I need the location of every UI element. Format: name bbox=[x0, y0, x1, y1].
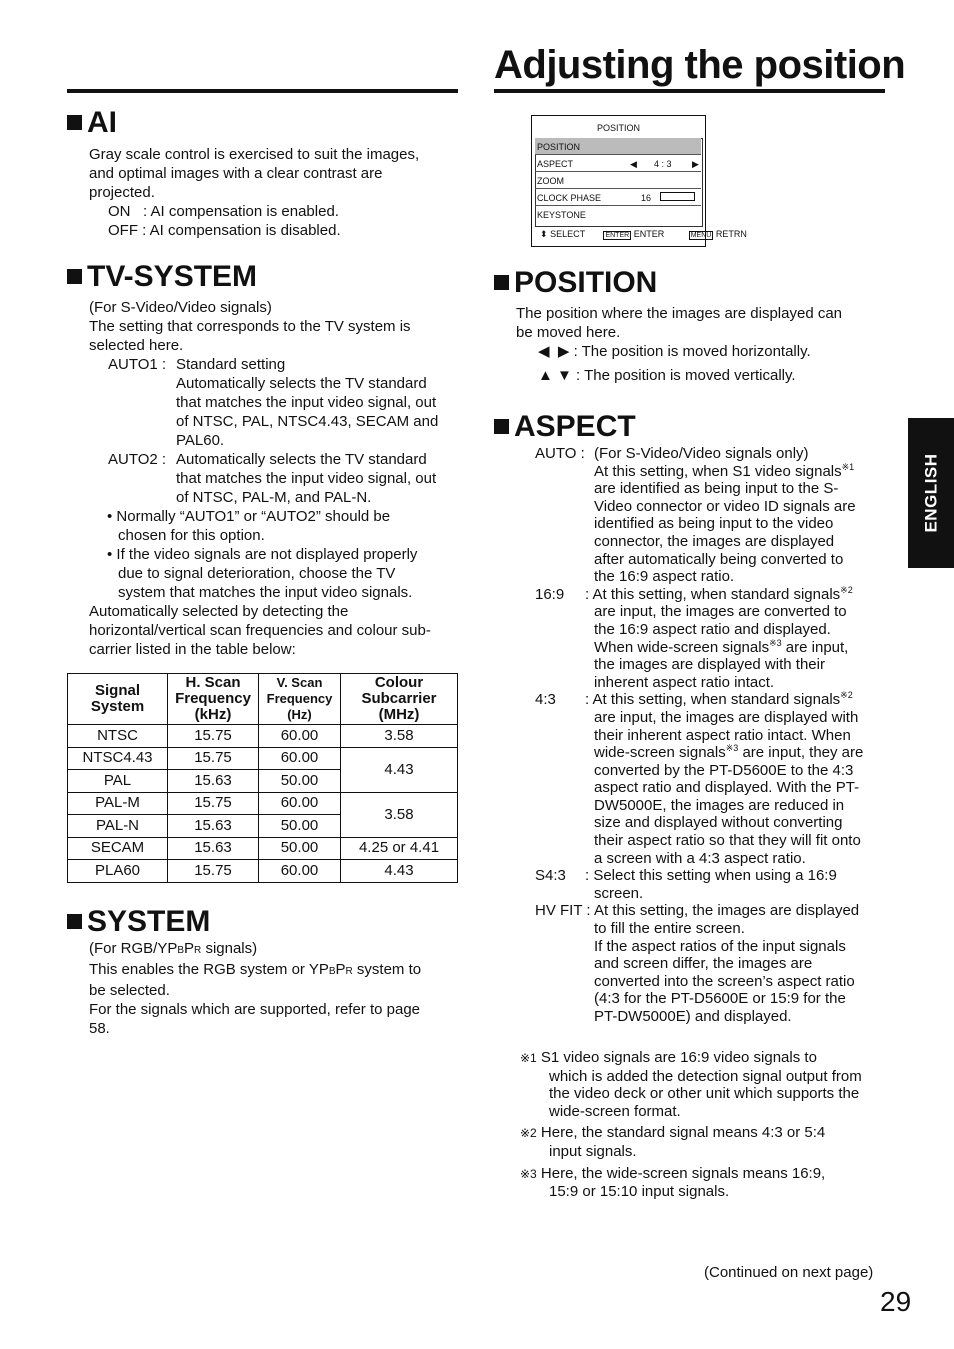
aspect-line: screen. bbox=[594, 884, 644, 902]
position-vertical: ▲ ▼ : The position is moved vertically. bbox=[538, 367, 796, 384]
system-line: be selected. bbox=[89, 982, 170, 999]
ai-on-option: ON : AI compensation is enabled. bbox=[108, 203, 339, 220]
page-number: 29 bbox=[880, 1286, 912, 1317]
bullet-square-icon bbox=[67, 269, 82, 284]
aspect-43-option bbox=[535, 691, 887, 867]
aspect-line: wide-screen signals$^{※3}$ are input, they are bbox=[594, 743, 864, 762]
menu-key-icon: MENU bbox=[690, 232, 712, 239]
footnote: ※1 S1 video signals are 16:9 video signals to which is added the detection signal output from the video deck or other unit which supports the wide-screen format. bbox=[520, 1049, 862, 1120]
enter-label: ENTER bbox=[633, 229, 665, 239]
table-header: H. Scan Frequency (kHz) bbox=[168, 674, 259, 725]
table-row: PAL-M 15.75 60.00 3.58 bbox=[68, 792, 458, 815]
aspect-hvfit-label: HV FIT : bbox=[535, 902, 591, 920]
aspect-line: size and displayed without converting bbox=[594, 814, 843, 832]
aspect-line: their aspect ratio so that they will fit onto bbox=[594, 832, 861, 850]
osd-item-aspect: ASPECT ◀ 4 : 3 ▶ bbox=[535, 155, 701, 172]
table-header: V. Scan Frequency (Hz) bbox=[259, 674, 341, 725]
ai-text-line: Gray scale control is exercised to suit the images, bbox=[89, 146, 420, 163]
bullet-line: • If the video signals are not displayed properly bbox=[107, 546, 418, 563]
system-line: (For RGB/YPBPR signals) bbox=[89, 940, 258, 957]
continued-note: (Continued on next page) bbox=[704, 1264, 874, 1281]
aspect-auto-option bbox=[535, 445, 887, 586]
osd-item-clock-phase: CLOCK PHASE 16 bbox=[535, 189, 701, 206]
aspect-line: the images are displayed with their bbox=[594, 656, 825, 674]
aspect-s43-label: S4:3 bbox=[535, 867, 566, 885]
aspect-line: inherent aspect ratio intact. bbox=[594, 673, 775, 691]
aspect-line: Video connector or video ID signals are bbox=[594, 497, 856, 515]
position-line: The position where the images are displayed can bbox=[516, 305, 843, 322]
osd-item-keystone: KEYSTONE bbox=[537, 210, 586, 220]
bullet-line: • Normally “AUTO1” or “AUTO2” should be bbox=[107, 508, 391, 525]
system-line: 58. bbox=[89, 1020, 110, 1037]
ai-heading-text: AI bbox=[87, 106, 117, 139]
bullet-note bbox=[89, 545, 461, 602]
aspect-line: (4:3 for the PT-D5600E or 15:9 for the bbox=[594, 990, 846, 1008]
language-tab-label: ENGLISH bbox=[921, 453, 941, 533]
table-row: SECAM 15.63 50.00 4.25 or 4.41 bbox=[68, 837, 458, 860]
footnotes bbox=[520, 1049, 862, 1201]
position-description bbox=[516, 304, 842, 385]
aspect-line: converted into the screen’s aspect ratio bbox=[594, 972, 855, 990]
right-arrow-icon: ▶ bbox=[692, 159, 699, 169]
aspect-line: after automatically being converted to bbox=[594, 550, 844, 568]
aspect-line: are identified as being input to the S- bbox=[594, 480, 839, 498]
bullet-square-icon bbox=[67, 914, 82, 929]
auto1-line: that matches the input video signal, out bbox=[176, 394, 437, 411]
tv-system-after-line: Automatically selected by detecting the bbox=[89, 603, 349, 620]
auto1-label: AUTO1 : bbox=[108, 356, 167, 373]
auto1-line: PAL60. bbox=[176, 432, 225, 449]
bullet-square-icon bbox=[67, 115, 82, 130]
aspect-line: At this setting, the images are displayed bbox=[594, 902, 860, 920]
tv-system-line: selected here. bbox=[89, 337, 184, 354]
auto1-option bbox=[89, 355, 461, 450]
aspect-options bbox=[535, 445, 887, 1026]
aspect-169-label: 16:9 bbox=[535, 585, 565, 603]
aspect-169-option bbox=[535, 586, 887, 692]
tv-system-after-line: carrier listed in the table below: bbox=[89, 641, 296, 658]
auto1-line: Automatically selects the TV standard bbox=[176, 375, 427, 392]
aspect-line: their inherent aspect ratio intact. When bbox=[594, 726, 851, 744]
footnote: ※3 Here, the wide-screen signals means 16:9, 15:9 or 15:10 input signals. bbox=[520, 1164, 826, 1201]
table-row: NTSC4.43 15.75 60.00 4.43 bbox=[68, 747, 458, 770]
table-row: PAL-N 15.63 50.00 bbox=[68, 815, 458, 838]
ai-heading bbox=[67, 106, 117, 140]
table-row: PLA60 15.75 60.00 4.43 bbox=[68, 860, 458, 883]
aspect-line: to fill the entire screen. bbox=[594, 920, 745, 938]
aspect-line: are input, the images are displayed with bbox=[594, 708, 859, 726]
system-line: This enables the RGB system or YPBPR system to bbox=[89, 961, 422, 978]
osd-item-position: POSITION bbox=[535, 138, 701, 155]
language-tab bbox=[908, 418, 954, 568]
aspect-heading bbox=[494, 410, 636, 444]
left-top-rule bbox=[67, 89, 458, 93]
select-label: SELECT bbox=[550, 229, 585, 239]
aspect-line: connector, the images are displayed bbox=[594, 532, 835, 550]
position-line: be moved here. bbox=[516, 324, 621, 341]
osd-footer bbox=[540, 229, 747, 241]
aspect-line: When wide-screen signals$^{※3}$ are input, bbox=[594, 637, 849, 656]
auto2-line: Automatically selects the TV standard bbox=[176, 451, 427, 468]
auto2-label: AUTO2 : bbox=[108, 451, 167, 468]
auto2-option bbox=[89, 450, 461, 507]
tv-system-description bbox=[89, 298, 461, 659]
aspect-line: DW5000E, the images are reduced in bbox=[594, 796, 845, 814]
aspect-line: a screen with a 4:3 aspect ratio. bbox=[594, 849, 806, 867]
bullet-line: chosen for this option. bbox=[118, 527, 265, 544]
system-heading-text: SYSTEM bbox=[87, 905, 211, 938]
footnote: ※2 Here, the standard signal means 4:3 or 5:4 input signals. bbox=[520, 1124, 826, 1160]
table-header: Colour Subcarrier (MHz) bbox=[341, 674, 458, 725]
aspect-line: are input, the images are converted to bbox=[594, 603, 847, 621]
position-heading bbox=[494, 266, 657, 300]
osd-clock-value: 16 bbox=[641, 193, 652, 203]
table-header: Signal System bbox=[68, 674, 168, 725]
system-heading bbox=[67, 905, 210, 939]
tv-system-line: The setting that corresponds to the TV system is bbox=[89, 318, 411, 335]
aspect-s43-option bbox=[535, 867, 887, 902]
aspect-line: At this setting, when S1 video signals$^{※1}$ bbox=[594, 461, 855, 480]
auto2-line: that matches the input video signal, out bbox=[176, 470, 437, 487]
tv-system-table bbox=[67, 673, 458, 883]
aspect-auto-label: AUTO : bbox=[535, 445, 585, 462]
up-down-icon: ⬍ bbox=[540, 229, 548, 239]
table-header-row bbox=[68, 674, 458, 725]
position-heading-text: POSITION bbox=[514, 266, 658, 299]
return-label: RETRN bbox=[715, 229, 747, 239]
tv-system-line: (For S-Video/Video signals) bbox=[89, 299, 272, 316]
aspect-line: : At this setting, when standard signals$^{※2}$ bbox=[585, 690, 853, 709]
auto1-line: Standard setting bbox=[176, 356, 286, 373]
ai-description bbox=[89, 145, 419, 240]
aspect-line: PT-DW5000E) and displayed. bbox=[594, 1008, 792, 1025]
aspect-line: the 16:9 aspect ratio. bbox=[594, 568, 735, 586]
bullet-square-icon bbox=[494, 419, 509, 434]
ai-text-line: and optimal images with a clear contrast are bbox=[89, 165, 383, 182]
ai-off-option: OFF : AI compensation is disabled. bbox=[108, 222, 341, 239]
page-title: Adjusting the position bbox=[494, 43, 906, 87]
enter-key-icon: ENTER bbox=[605, 232, 630, 239]
osd-title: POSITION bbox=[596, 123, 640, 133]
ai-text-line: projected. bbox=[89, 184, 155, 201]
bullet-square-icon bbox=[494, 275, 509, 290]
osd-aspect-value: 4 : 3 bbox=[654, 159, 672, 169]
system-description bbox=[89, 939, 421, 1038]
aspect-line: the 16:9 aspect ratio and displayed. bbox=[594, 620, 831, 638]
aspect-line: : At this setting, when standard signals$^{※2}$ bbox=[585, 584, 853, 603]
clock-phase-bar bbox=[660, 192, 695, 201]
bullet-line: due to signal deterioration, choose the TV bbox=[118, 565, 396, 582]
table-row: NTSC 15.75 60.00 3.58 bbox=[68, 725, 458, 748]
system-line: For the signals which are supported, refer to page bbox=[89, 1001, 421, 1018]
aspect-line: If the aspect ratios of the input signals bbox=[594, 937, 846, 955]
aspect-line: (For S-Video/Video signals only) bbox=[594, 445, 809, 462]
bullet-note bbox=[89, 507, 461, 545]
auto2-line: of NTSC, PAL-M, and PAL-N. bbox=[176, 489, 372, 506]
tv-system-heading-text: TV-SYSTEM bbox=[87, 260, 258, 293]
aspect-43-label: 4:3 bbox=[535, 691, 556, 709]
table-row: PAL 15.63 50.00 bbox=[68, 770, 458, 793]
osd-item-zoom: ZOOM bbox=[535, 172, 701, 189]
aspect-heading-text: ASPECT bbox=[514, 410, 636, 443]
aspect-line: : Select this setting when using a 16:9 bbox=[585, 867, 837, 885]
tv-system-heading bbox=[67, 260, 257, 294]
left-arrow-icon: ◀ bbox=[630, 159, 637, 169]
tv-system-after-line: horizontal/vertical scan frequencies and colour sub- bbox=[89, 622, 431, 639]
auto1-line: of NTSC, PAL, NTSC4.43, SECAM and bbox=[176, 413, 439, 430]
aspect-line: converted by the PT-D5600E to the 4:3 bbox=[594, 761, 854, 779]
aspect-line: and screen differ, the images are bbox=[594, 955, 813, 973]
aspect-line: aspect ratio and displayed. With the PT- bbox=[594, 779, 860, 797]
position-menu-screen bbox=[531, 115, 747, 247]
bullet-line: system that matches the input video signals. bbox=[118, 584, 413, 601]
aspect-hvfit-option bbox=[535, 902, 887, 1025]
position-horizontal: ◀ ▶ : The position is moved horizontally. bbox=[538, 343, 811, 360]
aspect-line: identified as being input to the video bbox=[594, 515, 834, 533]
